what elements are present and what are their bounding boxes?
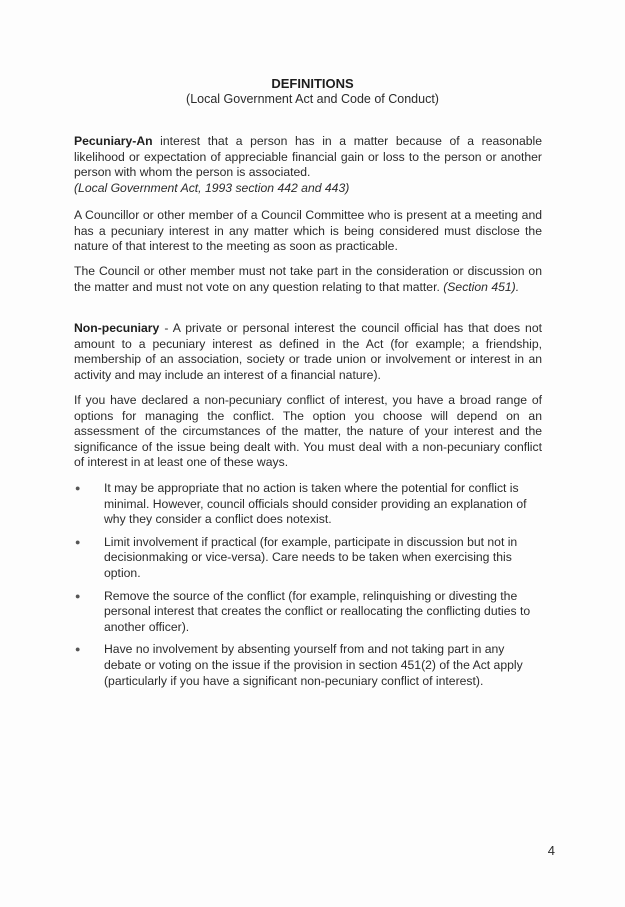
list-item — [74, 589, 542, 636]
pecuniary-definition — [74, 134, 542, 196]
pecuniary-text: interest that a person has in a matter because of a reasonable likelihood or expectation of appreciable financial gain or loss to the person or another person with whom the person is associated. — [74, 134, 542, 180]
list-item — [74, 481, 542, 528]
page-number: 4 — [547, 843, 555, 858]
options-list — [74, 481, 542, 696]
pecuniary-citation: (Local Government Act, 1993 section 442 and 443) — [74, 180, 350, 195]
pecuniary-disclosure-paragraph — [74, 208, 542, 255]
pecuniary-term: Pecuniary-An — [74, 134, 153, 148]
non-pecuniary-term: Non-pecuniary — [74, 321, 160, 335]
list-item — [74, 642, 542, 689]
bullet-icon: ● — [75, 483, 81, 493]
list-item — [74, 535, 542, 582]
pecuniary-participation-paragraph — [74, 264, 542, 295]
page-title: DEFINITIONS — [271, 76, 354, 91]
pecuniary-para2: A Councillor or other member of a Council Committee who is present at a meeting and has a pecuniary interest in any matter which is being considered must disclose the nature of that interest to the meeting as soon as practicable. — [74, 208, 542, 254]
bullet-icon: ● — [75, 644, 81, 655]
list-item-text: Remove the source of the conflict (for example, relinquishing or divesting the personal interest that creates the conflict or reallocating the conflicting duties to another officer). — [104, 588, 531, 634]
non-pecuniary-options-paragraph — [74, 393, 542, 471]
page-subtitle: (Local Government Act and Code of Conduct) — [186, 92, 439, 106]
pecuniary-para3-text: The Council or other member must not take part in the consideration or discussion on the matter and must not vote on any question relating to that matter. — [74, 264, 542, 294]
list-item-text: It may be appropriate that no action is taken where the potential for conflict is minimal. However, council officials should consider providing an explanation of why they consider a conflict does notexist. — [104, 481, 527, 527]
non-pecuniary-text: - A private or personal interest the council official has that does not amount to a pecuniary interest as defined in the Act (for example; a friendship, membership of an association, society or trade union or involvement or interest in an activity and may include an interest of a financial nature). — [74, 321, 542, 382]
bullet-icon: ● — [75, 590, 81, 601]
bullet-icon: ● — [75, 536, 81, 547]
pecuniary-para3-citation: (Section 451). — [443, 279, 520, 294]
non-pecuniary-definition — [74, 321, 542, 383]
list-item-text: Limit involvement if practical (for example, participate in discussion but not in decisionmaking or vice-versa). Care needs to be taken when exercising this option. — [104, 534, 518, 580]
non-pecuniary-para2: If you have declared a non-pecuniary conflict of interest, you have a broad range of options for managing the conflict. The option you choose will depend on an assessment of the circumstances of the matter, the nature of your interest and the significance of the issue being dealt with. You must deal with a non-pecuniary conflict of interest in at least one of these ways. — [74, 393, 542, 470]
list-item-text: Have no involvement by absenting yourself from and not taking part in any debate or voting on the issue if the provision in section 451(2) of the Act apply (particularly if you have a significant non-pecuniary conflict of interest). — [104, 642, 523, 688]
